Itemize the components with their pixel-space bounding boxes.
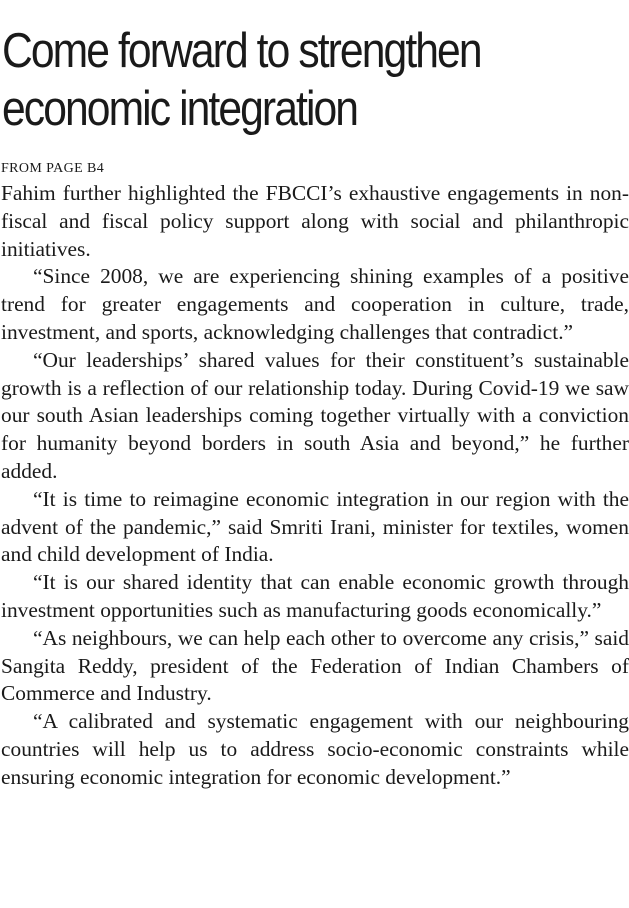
continuation-kicker: FROM PAGE B4 [1,161,105,176]
body-paragraph: “It is time to reimagine economic integration in our region with the advent of the pandemic,” said Smriti Irani, minister for textiles, women and child development of India. [1,486,629,567]
body-paragraph: “Since 2008, we are experiencing shining examples of a positive trend for greater engagements and cooperation in culture, trade, investment, and sports, acknowledging challenges that contradict.” [1,264,629,344]
article-body [1,180,629,792]
body-paragraph: Fahim further highlighted the FBCCI’s exhaustive engagements in non-fiscal and fiscal policy support along with social and philanthropic initiatives. [1,181,629,261]
body-paragraph: “Our leaderships’ shared values for their constituent’s sustainable growth is a reflection of our relationship today. During Covid-19 we saw our south Asian leaderships coming together virtually with a conviction for humanity beyond borders in south Asia and beyond,” he further added. [1,347,629,483]
body-paragraph: “It is our shared identity that can enable economic growth through investment opportunities such as manufacturing goods economically.” [1,570,629,622]
article-headline [2,22,628,138]
body-paragraph: “As neighbours, we can help each other to overcome any crisis,” said Sangita Reddy, president of the Federation of Indian Chambers of Commerce and Industry. [1,625,629,706]
headline-line-2: economic integration [2,82,358,136]
headline-line-1: Come forward to strengthen [2,24,481,78]
body-paragraph: “A calibrated and systematic engagement with our neighbouring countries will help us to address socio-economic constraints while ensuring economic integration for economic development.” [1,709,629,789]
